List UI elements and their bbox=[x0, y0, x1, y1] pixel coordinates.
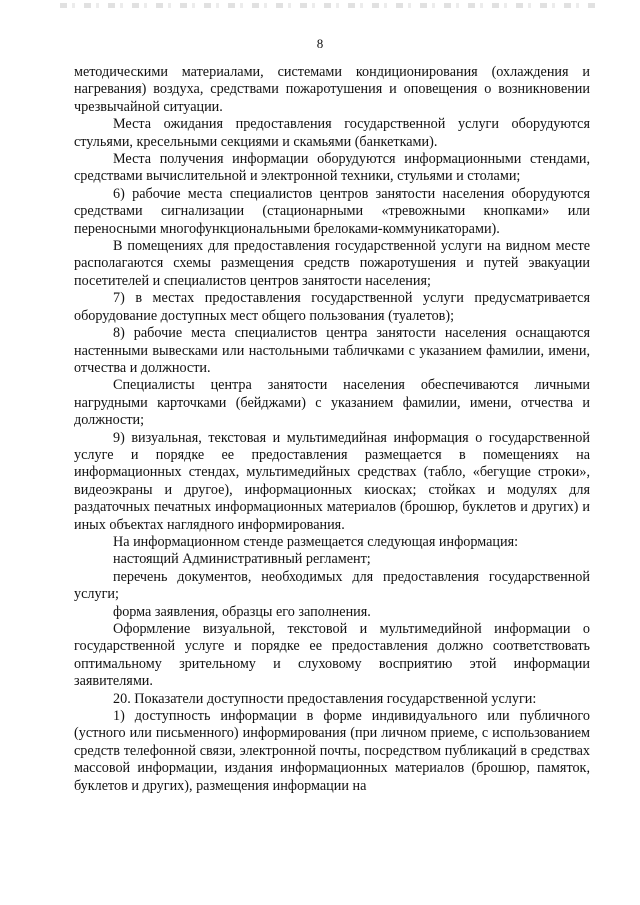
scan-artifact bbox=[60, 3, 600, 8]
paragraph-item-8: 8) рабочие места специалистов центра занятости населения оснащаются настенными вывесками или настольными табличками с указанием фамилии, имени, отчества и должности. bbox=[74, 325, 590, 376]
paragraph-info-areas: Места получения информации оборудуются информационными стендами, средствами вычислительной и электронной техники, стульями и столами; bbox=[74, 151, 590, 185]
paragraph-documents-list: перечень документов, необходимых для предоставления государственной услуги; bbox=[74, 568, 590, 603]
paragraph-item-1: 1) доступность информации в форме индивидуального или публичного (устного или письменного) информирования (при личном приеме, с использованием средств телефонной связи, электронной почты, посредством публикаций в средствах массовой информации, издания информационных материалов (брошюр, памяток, буклетов и других), размещения информации на bbox=[74, 708, 590, 794]
paragraph-item-6: 6) рабочие места специалистов центров занятости населения оборудуются средствами сигнализации (стационарными «тревожными кнопками» или переносными многофункциональными брелоками-коммуникаторами). bbox=[74, 185, 590, 237]
paragraph-evacuation: В помещениях для предоставления государственной услуги на видном месте располагаются схемы размещения средств пожаротушения и путей эвакуации посетителей и специалистов центров занятости населения; bbox=[74, 238, 590, 289]
paragraph-design: Оформление визуальной, текстовой и мультимедийной информации о государственной услуге и порядке ее предоставления должно соответствовать оптимальному зрительному и слуховому восприятию этой информации заявителями. bbox=[74, 621, 590, 690]
paragraph-application-form: форма заявления, образцы его заполнения. bbox=[113, 603, 371, 620]
page-number: 8 bbox=[316, 36, 324, 51]
paragraph-item-9: 9) визуальная, текстовая и мультимедийная информация о государственной услуге и порядке ее предоставления размещается в помещениях на информационных стендах, мультимедийных средствах (табло, «бегущие строки», видеоэкраны и другое), информационных киосках; стойках и модулях для раздаточных печатных информационных материалов (брошюр, буклетов и других) и иных объектах наглядного информирования. bbox=[74, 429, 590, 533]
paragraph-badges: Специалисты центра занятости населения обеспечиваются личными нагрудными карточками (бейджами) с указанием фамилии, имени, отчества и должности; bbox=[74, 377, 590, 429]
paragraph-stand-info: На информационном стенде размещается следующая информация: bbox=[113, 533, 519, 550]
paragraph-regulation: настоящий Административный регламент; bbox=[113, 551, 371, 568]
paragraph-waiting-areas: Места ожидания предоставления государственной услуги оборудуются стульями, кресельными секциями и скамьями (банкетками). bbox=[74, 116, 590, 150]
paragraph-continuation: методическими материалами, системами кондиционирования (охлаждения и нагревания) воздуха, средствами пожаротушения и оповещения о возникновении чрезвычайной ситуации. bbox=[74, 64, 590, 115]
paragraph-section-20: 20. Показатели доступности предоставления государственной услуги: bbox=[113, 690, 537, 707]
paragraph-item-7: 7) в местах предоставления государственной услуги предусматривается оборудование доступных мест общего пользования (туалетов); bbox=[74, 290, 590, 324]
body-text bbox=[74, 64, 590, 795]
